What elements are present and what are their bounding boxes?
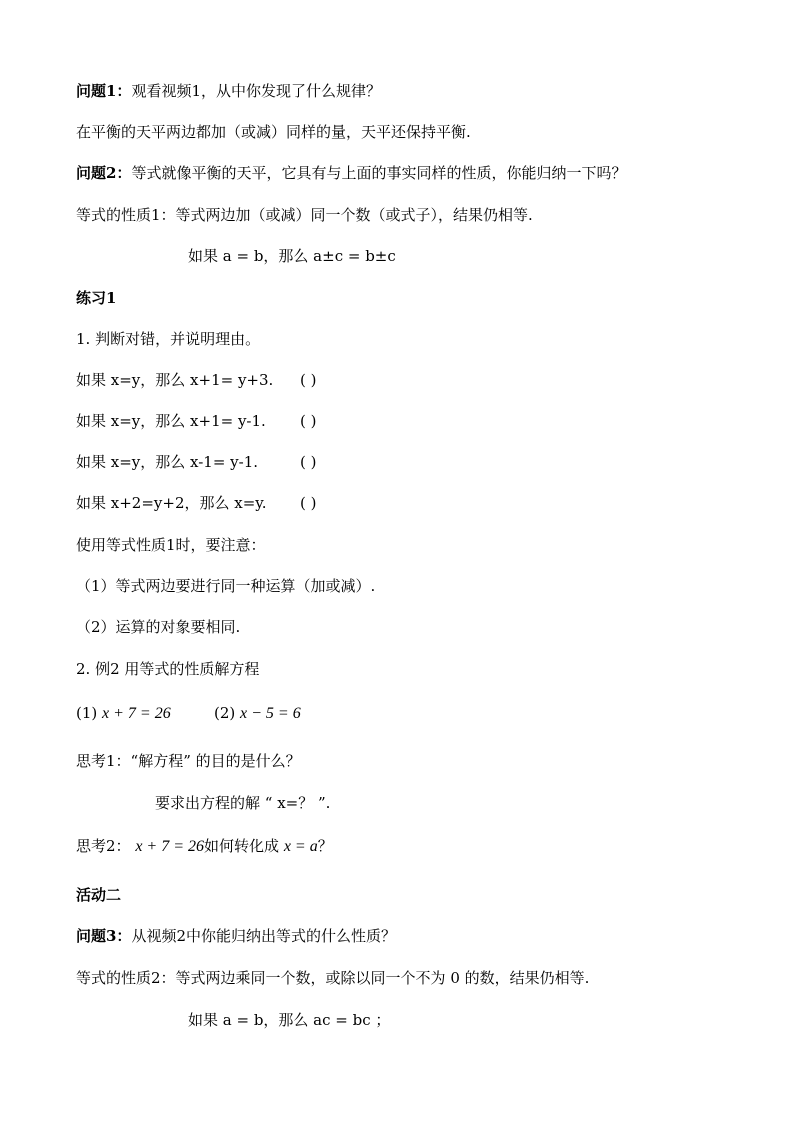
equation-2 [214,703,301,724]
question-2-text: 等式就像平衡的天平，它具有与上面的事实同样的性质，你能归纳一下吗？ [131,164,627,182]
question-2-label: 问题2： [76,164,132,182]
think-1 [76,751,301,771]
think-2-target: x = a [283,838,318,855]
judgment-item [76,493,267,513]
judgment-text: 如果 x=y，那么 x-1= y-1. [76,453,259,471]
think-2 [76,836,333,857]
practice-instruction: 1. 判断对错，并说明理由。 [76,330,261,348]
judgment-blank: ( ) [300,371,317,389]
property-1: 等式的性质1：等式两边加（或减）同一个数（或式子），结果仍相等. [76,206,533,224]
question-1 [76,81,381,101]
balance-statement: 在平衡的天平两边都加（或减）同样的量，天平还保持平衡. [76,123,471,141]
note-number: （1） [76,577,116,595]
note-text: 等式两边要进行同一种运算（加或减）. [115,577,376,595]
note-number: （2） [76,618,116,636]
question-3 [76,926,396,946]
judgment-text: 如果 x=y，那么 x+1= y+3. [76,371,274,389]
equation-expression: x + 7 = 26 [102,705,171,722]
note-heading: 使用等式性质1时，要注意： [76,536,266,554]
judgment-blank: ( ) [300,453,317,471]
judgment-item [76,411,266,431]
question-1-label: 问题1： [76,82,132,100]
formula-1: 如果 a = b，那么 a±c = b±c [188,247,396,265]
property-2: 等式的性质2：等式两边乘同一个数，或除以同一个不为 0 的数，结果仍相等. [76,969,590,987]
think-1-answer: 要求出方程的解 “ x=？ ”. [155,794,331,812]
think-2-end: ？ [317,837,333,855]
think-1-label: 思考1： [76,752,131,770]
think-1-text: “解方程” 的目的是什么？ [130,752,301,770]
formula-2: 如果 a = b，那么 ac = bc ； [188,1011,391,1029]
think-2-label: 思考2： [76,837,131,855]
question-3-label: 问题3： [76,927,132,945]
judgment-blank: ( ) [300,494,317,512]
equation-1 [76,703,171,724]
question-2 [76,163,626,183]
think-2-middle: 如何转化成 [204,837,280,855]
judgment-text: 如果 x=y，那么 x+1= y-1. [76,412,266,430]
activity-2-heading: 活动二 [76,886,122,904]
note-item [76,576,375,596]
judgment-item [76,452,258,472]
equation-number: (2) [214,704,236,722]
note-item [76,617,240,637]
question-1-text: 观看视频1，从中你发现了什么规律？ [131,82,381,100]
equation-expression: x − 5 = 6 [240,705,301,722]
think-2-equation: x + 7 = 26 [135,838,205,855]
judgment-item [76,370,273,390]
judgment-blank: ( ) [300,412,317,430]
judgment-text: 如果 x+2=y+2，那么 x=y. [76,494,267,512]
note-text: 运算的对象要相同. [115,618,241,636]
equation-number: (1) [76,704,98,722]
practice-heading: 练习1 [76,289,117,307]
example-2-heading: 2. 例2 用等式的性质解方程 [76,660,260,678]
question-3-text: 从视频2中你能归纳出等式的什么性质？ [131,927,396,945]
